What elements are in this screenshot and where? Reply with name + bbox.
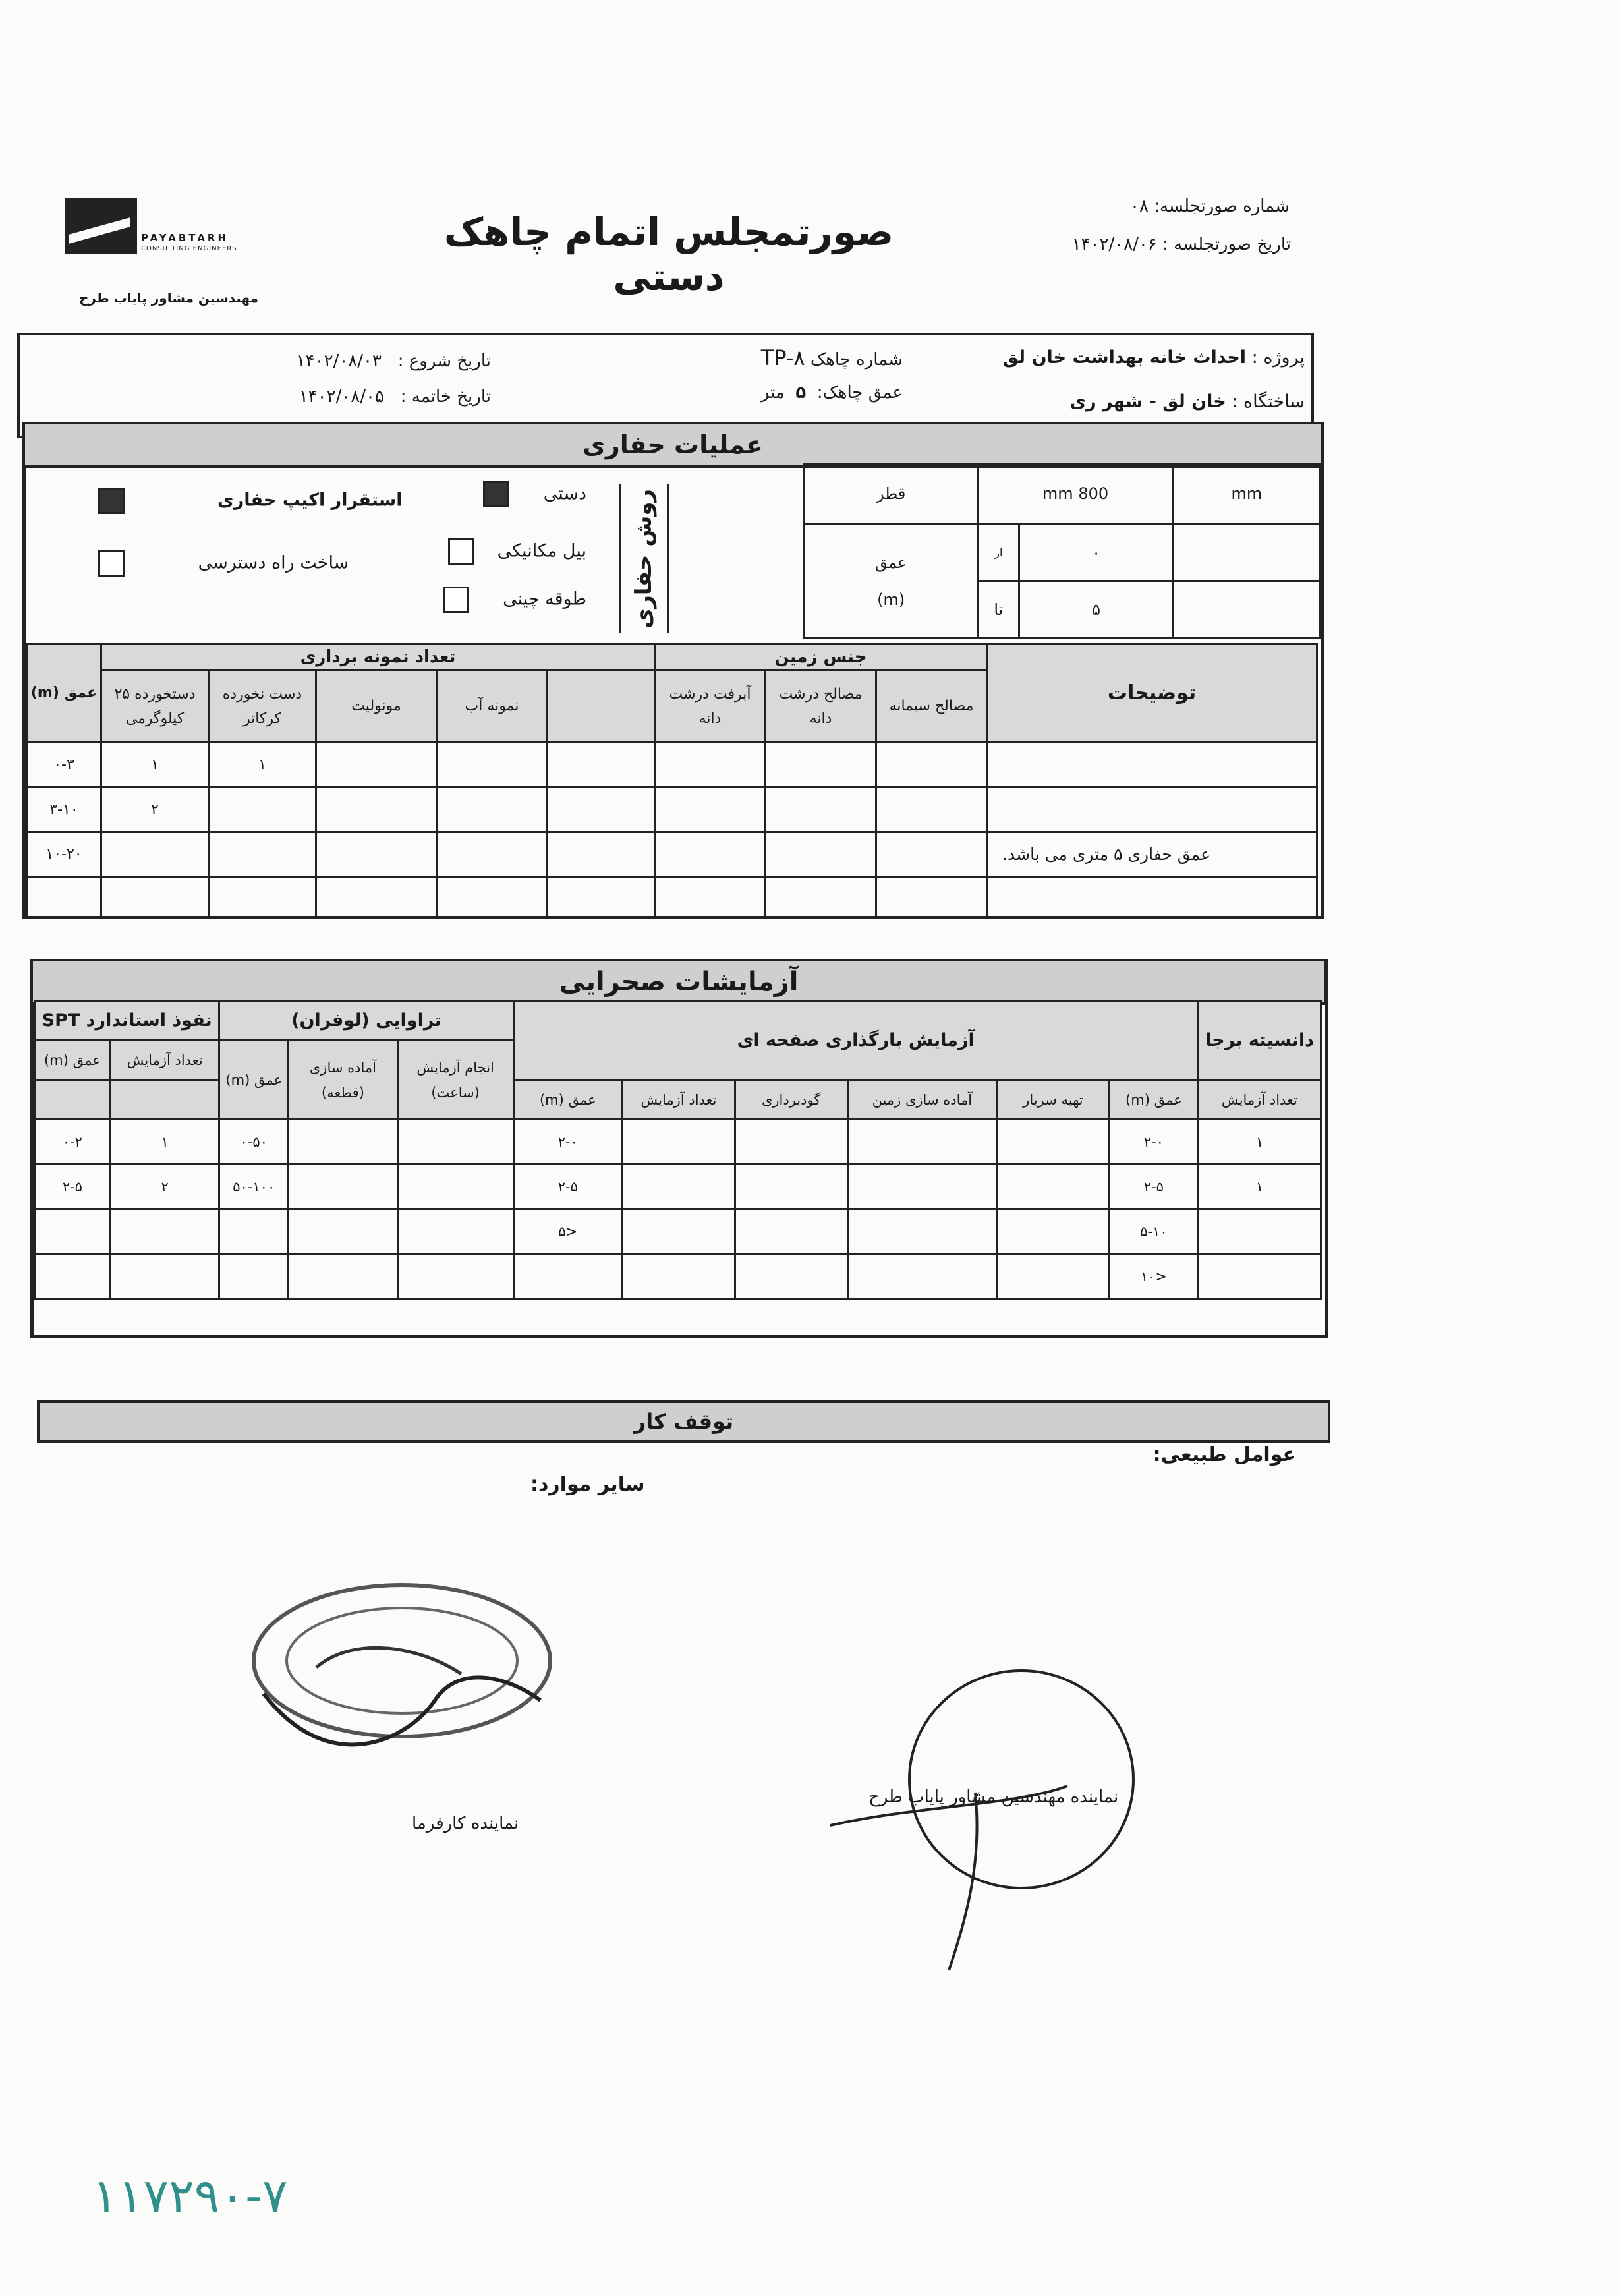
pit-number-label: شماره چاهک — [810, 350, 903, 370]
site-value: خان لق - شهر ری — [1069, 391, 1226, 412]
method-option-manual[interactable] — [483, 481, 586, 507]
to-label: تا — [978, 581, 1019, 639]
density-depth: <۱۰ — [1109, 1254, 1198, 1299]
row-undisturbed — [209, 832, 316, 877]
plate-col-count: تعداد آزمایش — [623, 1080, 735, 1120]
row-notes — [987, 788, 1317, 832]
group-soil: جنس زمین — [655, 644, 987, 670]
density-count: ۱ — [1198, 1120, 1321, 1164]
other-factors-label: سایر موارد: — [530, 1473, 645, 1496]
company-name: مهندسین مشاور پایاب طرح — [79, 290, 259, 306]
site-row — [1069, 391, 1305, 412]
crew-checkbox[interactable] — [98, 488, 125, 514]
plate-col-depth: عمق (m) — [513, 1080, 623, 1120]
table-row — [35, 1209, 1321, 1254]
density-depth: ۲-۰ — [1109, 1120, 1198, 1164]
density-count — [1198, 1209, 1321, 1254]
field-tests-table — [34, 1000, 1322, 1300]
site-label: ساختگاه : — [1232, 391, 1305, 412]
spt-col-depth: عمق (m) — [35, 1041, 111, 1080]
end-date-value: ۱۴۰۲/۰۸/۰۵ — [298, 387, 384, 407]
row-disturbed: ۱ — [101, 743, 209, 788]
ring-checkbox[interactable] — [443, 587, 469, 613]
col-monolith: مونولیت — [316, 670, 437, 743]
col-disturbed: دستخورده ۲۵ کیلوگرمی — [101, 670, 209, 743]
field-tests-title: آزمایشات صحرایی — [30, 959, 1327, 1005]
row-disturbed — [101, 832, 209, 877]
excavation-title: عملیات حفاری — [22, 422, 1323, 468]
method-option-label: بیل مکانیکی — [497, 540, 586, 561]
col-depth: عمق (m) — [27, 644, 101, 743]
col-water: نمونه آب — [437, 670, 548, 743]
method-option-ring[interactable] — [443, 587, 586, 613]
row-depth: ۱۰-۲۰ — [27, 832, 101, 877]
lefranc-depth — [219, 1209, 289, 1254]
spt-col-count: تعداد آزمایش — [110, 1041, 219, 1080]
plate-depth — [513, 1254, 623, 1299]
start-date-label: تاریخ شروع : — [397, 351, 491, 371]
density-count — [1198, 1254, 1321, 1299]
pit-depth-label: عمق چاهک: — [816, 383, 903, 403]
method-option-excavator[interactable] — [448, 538, 586, 565]
density-title: دانسیته برجا — [1198, 1001, 1321, 1080]
group-samples: تعداد نمونه برداری — [101, 644, 655, 670]
lefranc-col-depth: عمق (m) — [219, 1041, 289, 1120]
spt-title: نفوذ استاندارد SPT — [35, 1001, 219, 1041]
plate-col-dig: گودبرداری — [735, 1080, 847, 1120]
row-depth: ۳-۱۰ — [27, 788, 101, 832]
to-value: ۵ — [1019, 581, 1173, 639]
logo-mark-icon — [65, 198, 137, 257]
density-depth: ۵-۱۰ — [1109, 1209, 1198, 1254]
logo-name: PAYABTARH — [141, 232, 229, 244]
table-row — [35, 1254, 1321, 1299]
session-date: تاریخ صورتجلسه : ۱۴۰۲/۰۸/۰۶ — [1071, 235, 1291, 254]
natural-factors-label: عوامل طبیعی: — [1152, 1443, 1296, 1466]
excavation-section — [22, 422, 1324, 919]
spt-depth: ۰-۲ — [35, 1120, 111, 1164]
extra-option-road[interactable] — [98, 550, 349, 577]
lefranc-col-prep: آماده سازی (قطعه) — [289, 1041, 398, 1120]
project-value: احداث خانه بهداشت خان لق — [1002, 347, 1247, 368]
table-row — [27, 832, 1317, 877]
manual-checkbox[interactable] — [483, 481, 509, 507]
row-notes — [987, 743, 1317, 788]
method-option-label: دستی — [543, 483, 586, 504]
start-date-row — [297, 351, 491, 371]
lefranc-depth: ۰-۵۰ — [219, 1120, 289, 1164]
plate-depth: ۲-۰ — [513, 1120, 623, 1164]
logo — [65, 198, 269, 277]
row-depth: ۰-۳ — [27, 743, 101, 788]
row-disturbed: ۲ — [101, 788, 209, 832]
depth-label: عمق — [875, 553, 907, 572]
consultant-signature-label: نماینده مهندسین مشاور پایاب طرح — [868, 1787, 1119, 1807]
diameter-depth-table — [803, 463, 1321, 639]
project-row — [1003, 347, 1305, 368]
page-title: صورتمجلس اتمام چاهک دستی — [443, 210, 894, 299]
col-coarse-material: مصالح درشت دانه — [766, 670, 876, 743]
plate-col-prep: آماده سازی زمین — [847, 1080, 997, 1120]
field-tests-section — [30, 959, 1328, 1338]
row-undisturbed — [209, 788, 316, 832]
spt-count — [110, 1209, 219, 1254]
logo-subtitle: CONSULTING ENGINEERS — [141, 245, 237, 252]
road-checkbox[interactable] — [98, 550, 125, 577]
table-row — [27, 743, 1317, 788]
lefranc-depth — [219, 1254, 289, 1299]
table-row — [27, 788, 1317, 832]
extra-option-label: استقرار اکیپ حفاری — [217, 490, 403, 511]
diameter-label: قطر — [805, 464, 978, 525]
col-notes: توضیحات — [987, 644, 1317, 743]
col-fine-alluvium: آبرفت درشت دانه — [655, 670, 766, 743]
lefranc-depth: ۵۰-۱۰۰ — [219, 1164, 289, 1209]
spt-depth — [35, 1209, 111, 1254]
footer-number: ۱۱۷۲۹۰-۷ — [92, 2168, 288, 2224]
row-depth — [27, 877, 101, 918]
lefranc-col-duration: انجام آزمایش (ساعت) — [397, 1041, 513, 1120]
end-date-row — [299, 387, 491, 407]
client-signature-label: نماینده کارفرما — [412, 1814, 519, 1833]
extra-option-crew[interactable] — [98, 488, 403, 514]
plate-depth: <۵ — [513, 1209, 623, 1254]
pit-depth-unit: متر — [760, 383, 785, 403]
diameter-unit: mm — [1173, 464, 1320, 525]
density-count: ۱ — [1198, 1164, 1321, 1209]
plate-depth: ۲-۵ — [513, 1164, 623, 1209]
client-stamp-icon — [237, 1568, 567, 1766]
stoppage-title: توقف کار — [37, 1400, 1330, 1443]
density-depth: ۲-۵ — [1109, 1164, 1198, 1209]
from-value: ۰ — [1019, 524, 1173, 581]
plate-title: آزمایش بارگذاری صفحه ای — [513, 1001, 1198, 1080]
start-date-value: ۱۴۰۲/۰۸/۰۳ — [296, 351, 382, 371]
sampling-table — [26, 643, 1318, 919]
extra-option-label: ساخت راه دسترسی — [198, 552, 349, 573]
method-label: روش حفاری — [619, 484, 669, 633]
lefranc-title: تراوایی (لوفران) — [219, 1001, 513, 1041]
end-date-label: تاریخ خاتمه : — [400, 387, 491, 407]
excavator-checkbox[interactable] — [448, 538, 474, 565]
spt-depth: ۲-۵ — [35, 1164, 111, 1209]
row-notes: عمق حفاری ۵ متری می باشد. — [987, 832, 1317, 877]
from-label: از — [978, 524, 1019, 581]
pit-depth-row — [761, 383, 903, 403]
spt-count: ۲ — [110, 1164, 219, 1209]
diameter-value: 800 mm — [978, 464, 1173, 525]
spt-depth — [35, 1254, 111, 1299]
table-row — [35, 1120, 1321, 1164]
spt-count — [110, 1254, 219, 1299]
plate-col-load: تهیه سربار — [997, 1080, 1110, 1120]
row-undisturbed: ۱ — [209, 743, 316, 788]
pit-number-row — [761, 345, 903, 370]
pit-depth-value: ۵ — [795, 383, 807, 403]
table-row — [27, 877, 1317, 918]
method-option-label: طوقه چینی — [503, 588, 586, 610]
depth-unit: (m) — [877, 590, 905, 609]
session-number: شماره صورتجلسه: ۰۸ — [1130, 196, 1290, 216]
spt-count: ۱ — [110, 1120, 219, 1164]
consultant-signature-icon — [817, 1661, 1160, 1990]
col-undisturbed: دست نخورده کرکاتر — [209, 670, 316, 743]
density-col-depth: عمق (m) — [1109, 1080, 1198, 1120]
density-col-count: تعداد آزمایش — [1198, 1080, 1321, 1120]
col-cemented: مصالح سیمانه — [876, 670, 987, 743]
table-row — [35, 1164, 1321, 1209]
pit-number-value: TP-۸ — [760, 345, 805, 370]
project-label: پروژه : — [1251, 347, 1305, 368]
